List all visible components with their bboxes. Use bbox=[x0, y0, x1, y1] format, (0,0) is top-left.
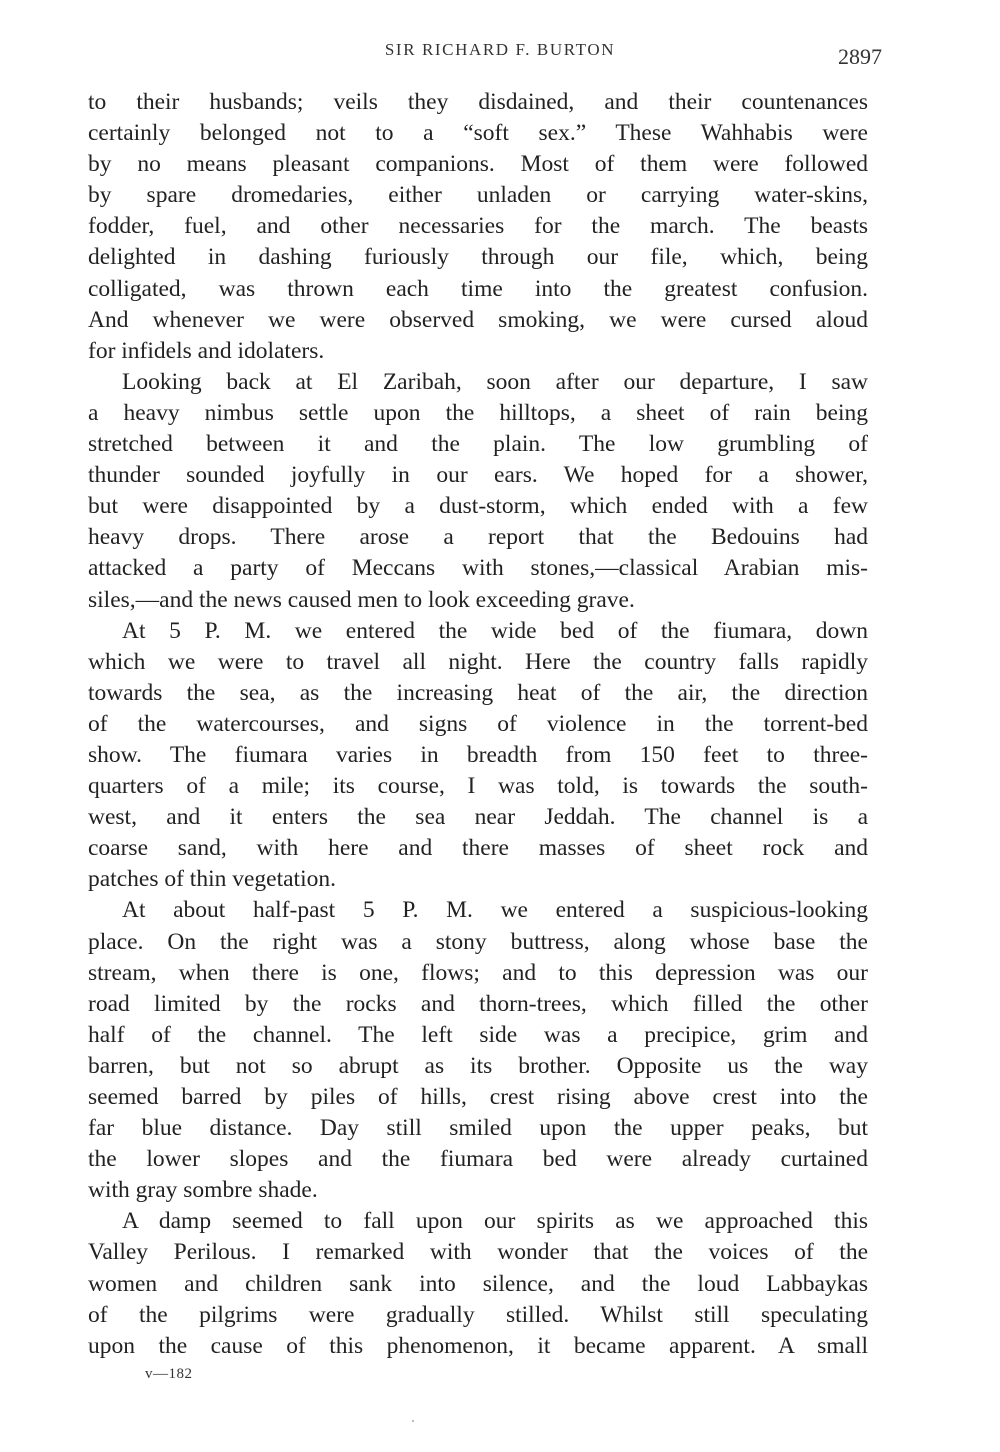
paragraph bbox=[88, 87, 868, 367]
signature-mark: v—182 bbox=[145, 1366, 193, 1382]
text-line: quarters of a mile; its course, I was told, is towards the south- bbox=[88, 773, 868, 800]
paragraph bbox=[88, 616, 868, 896]
text-line: of the watercourses, and signs of violence in the torrent-bed bbox=[88, 710, 868, 737]
text-line: by spare dromedaries, either unladen or carrying water-skins, bbox=[88, 182, 868, 209]
text-line: to their husbands; veils they disdained, and their countenances bbox=[88, 89, 868, 115]
text-line: barren, but not so abrupt as its brother. Opposite us the way bbox=[88, 1052, 868, 1079]
text-line: far blue distance. Day still smiled upon the upper peaks, but bbox=[88, 1115, 868, 1142]
text-line: coarse sand, with here and there masses of sheet rock and bbox=[88, 835, 868, 862]
text-line: half of the channel. The left side was a precipice, grim and bbox=[88, 1021, 868, 1048]
text-line: patches of thin vegetation. bbox=[88, 866, 336, 893]
text-line: road limited by the rocks and thorn-trees, which filled the other bbox=[88, 990, 868, 1017]
body-text bbox=[88, 87, 868, 1362]
running-title: SIR RICHARD F. BURTON bbox=[384, 40, 616, 59]
text-line: colligated, was thrown each time into the greatest confusion. bbox=[88, 275, 868, 302]
text-line: attacked a party of Meccans with stones,—classical Arabian mis- bbox=[88, 555, 868, 582]
text-line: thunder sounded joyfully in our ears. We hoped for a shower, bbox=[88, 462, 868, 489]
text-line: women and children sank into silence, and the loud Labbaykas bbox=[88, 1270, 868, 1297]
paragraph bbox=[88, 1206, 868, 1361]
text-line: by no means pleasant companions. Most of them were followed bbox=[88, 151, 868, 178]
text-line: At 5 P. M. we entered the wide bed of the fiumara, down bbox=[122, 617, 868, 644]
text-line: And whenever we were observed smoking, we were cursed aloud bbox=[88, 306, 868, 333]
paragraph bbox=[88, 367, 868, 616]
text-line: stretched between it and the plain. The low grumbling of bbox=[88, 431, 868, 458]
text-line: At about half-past 5 P. M. we entered a suspicious-looking bbox=[122, 897, 868, 924]
text-line: fodder, fuel, and other necessaries for the march. The beasts bbox=[88, 213, 868, 240]
text-line: seemed barred by piles of hills, crest rising above crest into the bbox=[88, 1084, 868, 1110]
text-line: with gray sombre shade. bbox=[88, 1177, 318, 1204]
text-line: of the pilgrims were gradually stilled. Whilst still speculating bbox=[88, 1301, 868, 1328]
text-line: Looking back at El Zaribah, soon after our departure, I saw bbox=[122, 368, 868, 395]
text-line: A damp seemed to fall upon our spirits as we approached this bbox=[122, 1208, 868, 1235]
text-line: a heavy nimbus settle upon the hilltops, a sheet of rain being bbox=[88, 399, 868, 426]
page-number: 2897 bbox=[838, 44, 882, 69]
text-line: upon the cause of this phenomenon, it became apparent. A small bbox=[88, 1332, 868, 1359]
text-line: which we were to travel all night. Here the country falls rapidly bbox=[88, 648, 868, 675]
text-line: but were disappointed by a dust-storm, which ended with a few bbox=[88, 493, 868, 520]
text-line: heavy drops. There arose a report that the Bedouins had bbox=[88, 524, 868, 551]
text-line: Valley Perilous. I remarked with wonder that the voices of the bbox=[88, 1239, 868, 1266]
text-line: the lower slopes and the fiumara bed were already curtained bbox=[88, 1146, 868, 1173]
text-line: siles,—and the news caused men to look exceeding grave. bbox=[88, 586, 635, 613]
text-line: delighted in dashing furiously through our file, which, being bbox=[88, 244, 868, 271]
text-line: for infidels and idolaters. bbox=[88, 337, 325, 364]
text-line: stream, when there is one, flows; and to this depression was our bbox=[88, 959, 868, 986]
text-line: certainly belonged not to a “soft sex.” These Wahhabis were bbox=[88, 120, 868, 147]
text-line: west, and it enters the sea near Jeddah. The channel is a bbox=[88, 804, 868, 831]
paragraph bbox=[88, 895, 868, 1206]
scan-speck bbox=[412, 1420, 414, 1422]
text-line: show. The fiumara varies in breadth from 150 feet to three- bbox=[88, 741, 868, 768]
text-line: towards the sea, as the increasing heat of the air, the direction bbox=[88, 679, 868, 706]
text-line: place. On the right was a stony buttress, along whose base the bbox=[88, 928, 868, 955]
